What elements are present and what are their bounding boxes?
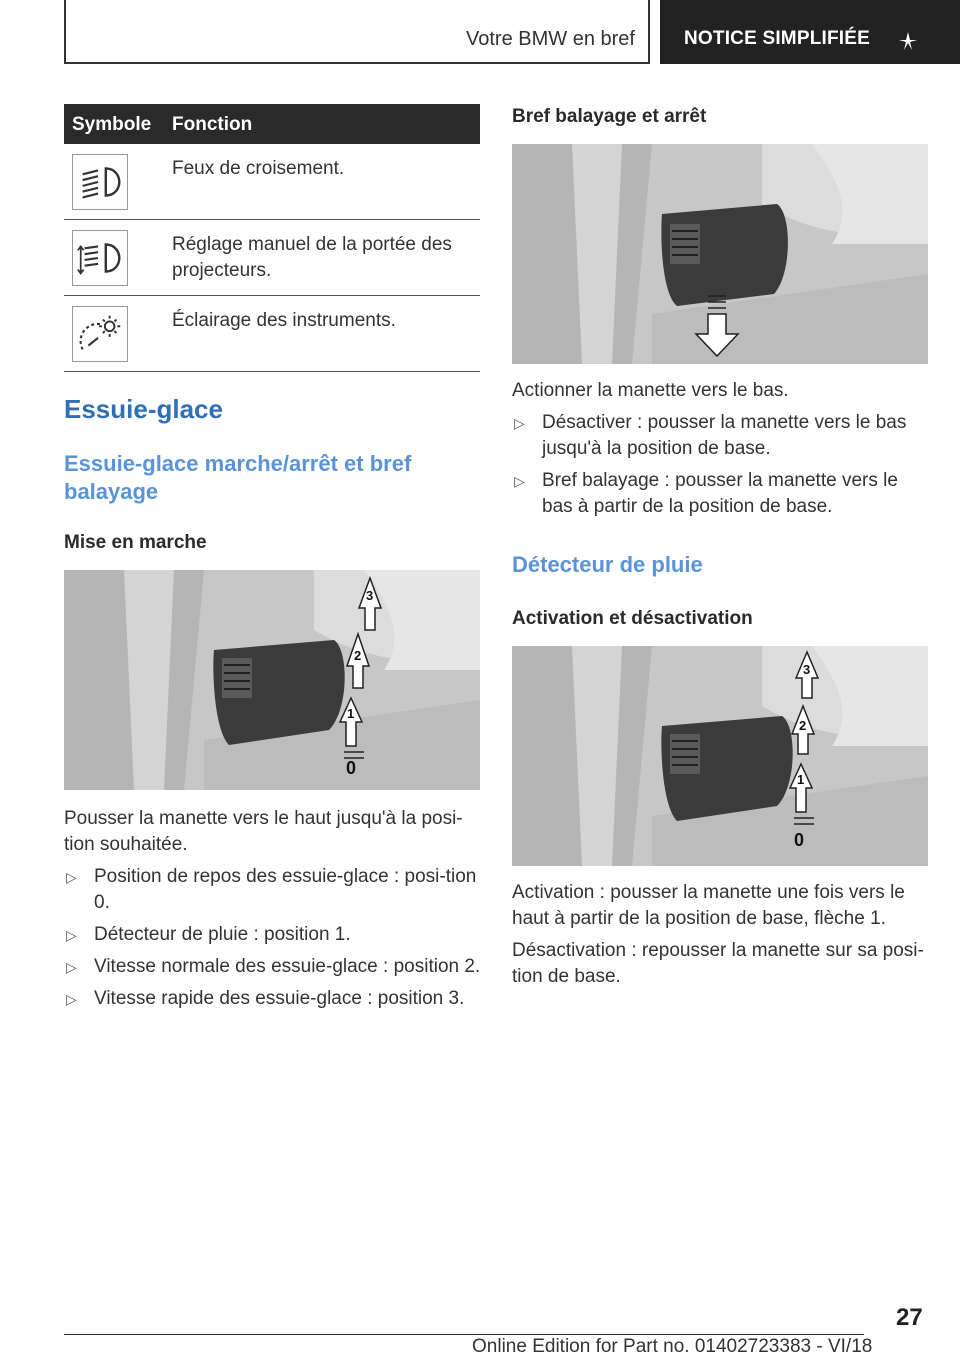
- table-row: [64, 296, 480, 372]
- wiper-lever-photo-down: [512, 144, 928, 364]
- activation-text: Activation : pousser la manette une fois vers le haut à partir de la position de base, flèche 1.: [512, 882, 905, 929]
- triangle-bullet-icon: ▷: [66, 991, 77, 1007]
- col-symbol-header: Symbole: [72, 114, 152, 135]
- heading-activation: Activation et désactivation: [512, 608, 753, 629]
- triangle-bullet-icon: ▷: [514, 473, 525, 489]
- footer-edition: Online Edition for Part no. 01402723383 - VI/18: [472, 1336, 873, 1357]
- photo-label-1: 1: [347, 706, 355, 721]
- brief-wipe-bullet-list: [512, 410, 932, 526]
- photo-label-2: 2: [354, 648, 362, 663]
- section-heading-rain-sensor: Détecteur de pluie: [512, 552, 703, 577]
- section-heading-wipers: Essuie-glace: [64, 394, 223, 424]
- page-number: 27: [896, 1304, 923, 1331]
- row-function-text: Feux de croisement.: [172, 158, 345, 179]
- deactivation-text: Désactivation : repousser la manette sur sa posi-tion de base.: [512, 940, 924, 987]
- footer-divider: [64, 1334, 864, 1335]
- rain-sensor-lever-photo: [512, 646, 928, 866]
- list-item: ▷ Vitesse rapide des essuie-glace : position 3.: [64, 986, 484, 1012]
- triangle-bullet-icon: ▷: [66, 869, 77, 885]
- wiper-lever-photo-up: [64, 570, 480, 790]
- list-item: ▷ Bref balayage : pousser la manette vers le bas à partir de la position de base.: [514, 470, 898, 517]
- table-header: [64, 104, 480, 144]
- chapter-tab[interactable]: [660, 0, 960, 64]
- list-item: ▷ Détecteur de pluie : position 1.: [64, 922, 484, 948]
- triangle-bullet-icon: ▷: [66, 927, 77, 943]
- list-item: ▷ Vitesse normale des essuie-glace : position 2.: [64, 954, 484, 980]
- switch-on-bullet-list: [64, 864, 484, 1018]
- symbol-table: [64, 104, 480, 372]
- lightning-icon: [896, 28, 920, 52]
- photo-label-1: 1: [797, 772, 805, 787]
- triangle-bullet-icon: ▷: [66, 959, 77, 975]
- subheading-wipers-onoff: Essuie-glace marche/arrêt et bref balayage: [64, 451, 412, 504]
- list-item: ▷ Désactiver : pousser la manette vers le bas jusqu'à la position de base.: [514, 412, 907, 459]
- table-row: [64, 144, 480, 220]
- triangle-bullet-icon: ▷: [514, 415, 525, 431]
- heading-switch-on: Mise en marche: [64, 532, 207, 553]
- low-beam-icon: [72, 154, 128, 210]
- heading-brief-wipe: Bref balayage et arrêt: [512, 106, 707, 127]
- chapter-title: NOTICE SIMPLIFIÉE: [684, 28, 871, 49]
- table-row: [64, 220, 480, 296]
- headlight-range-icon: [72, 230, 128, 286]
- row-function-text: Éclairage des instruments.: [172, 310, 396, 331]
- photo-label-0: 0: [794, 830, 805, 850]
- brief-wipe-text: Actionner la manette vers le bas.: [512, 380, 789, 401]
- section-title: Votre BMW en bref: [466, 28, 635, 50]
- row-function-text: Réglage manuel de la portée des projecteurs.: [172, 234, 452, 281]
- switch-on-text: Pousser la manette vers le haut jusqu'à la posi-tion souhaitée.: [64, 808, 463, 855]
- photo-label-3: 3: [803, 662, 811, 677]
- photo-label-0: 0: [346, 758, 357, 778]
- instrument-lighting-icon: [72, 306, 128, 362]
- photo-label-3: 3: [366, 588, 374, 603]
- photo-label-2: 2: [799, 718, 807, 733]
- col-function-header: Fonction: [172, 114, 253, 135]
- list-item: ▷ Position de repos des essuie-glace : posi-tion 0.: [66, 866, 477, 913]
